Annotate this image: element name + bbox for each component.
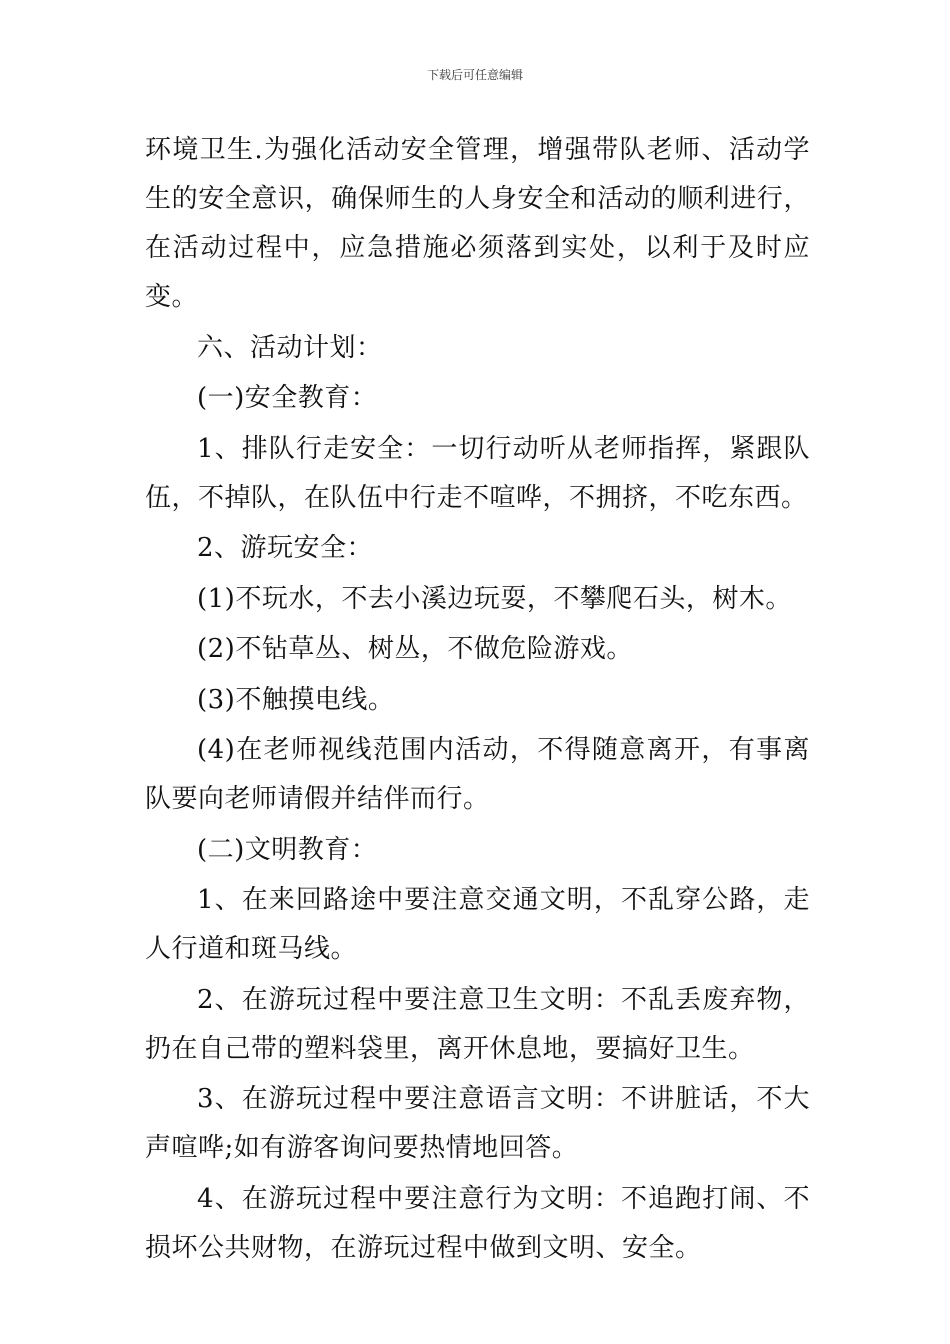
document-body (145, 126, 810, 1274)
sub-list-item: (4)在老师视线范围内活动，不得随意离开，有事离队要向老师请假并结伴而行。 (145, 735, 810, 814)
list-item: 2、在游玩过程中要注意卫生文明：不乱丢废弃物，扔在自己带的塑料袋里，离开休息地，要搞好卫生。 (145, 984, 810, 1064)
page-header-note: 下载后可任意编辑 (426, 68, 523, 82)
list-item: 1、在来回路途中要注意交通文明，不乱穿公路，走人行道和斑马线。 (145, 885, 810, 964)
list-item: 4、在游玩过程中要注意行为文明：不追跑打闹、不损坏公共财物，在游玩过程中做到文明、安全。 (145, 1183, 810, 1263)
subsection-heading: (一)安全教育： (197, 383, 378, 413)
sub-list-item: (2)不钻草丛、树丛，不做危险游戏。 (197, 634, 633, 664)
subsection-heading: (二)文明教育： (197, 834, 378, 865)
sub-list-item: (3)不触摸电线。 (197, 684, 395, 715)
sub-list-item: (1)不玩水，不去小溪边玩耍，不攀爬石头，树木。 (197, 583, 792, 614)
list-item: 3、在游玩过程中要注意语言文明：不讲脏话，不大声喧哗;如有游客询问要热情地回答。 (145, 1084, 810, 1163)
list-item: 1、排队行走安全：一切行动听从老师指挥，紧跟队伍，不掉队，在队伍中行走不喧哗，不拥挤，不吃东西。 (145, 433, 810, 513)
paragraph: 环境卫生.为强化活动安全管理，增强带队老师、活动学生的安全意识，确保师生的人身安全和活动的顺利进行，在活动过程中，应急措施必须落到实处，以利于及时应变。 (145, 135, 810, 312)
list-item: 2、游玩安全： (197, 533, 374, 563)
section-heading: 六、活动计划： (197, 332, 383, 363)
